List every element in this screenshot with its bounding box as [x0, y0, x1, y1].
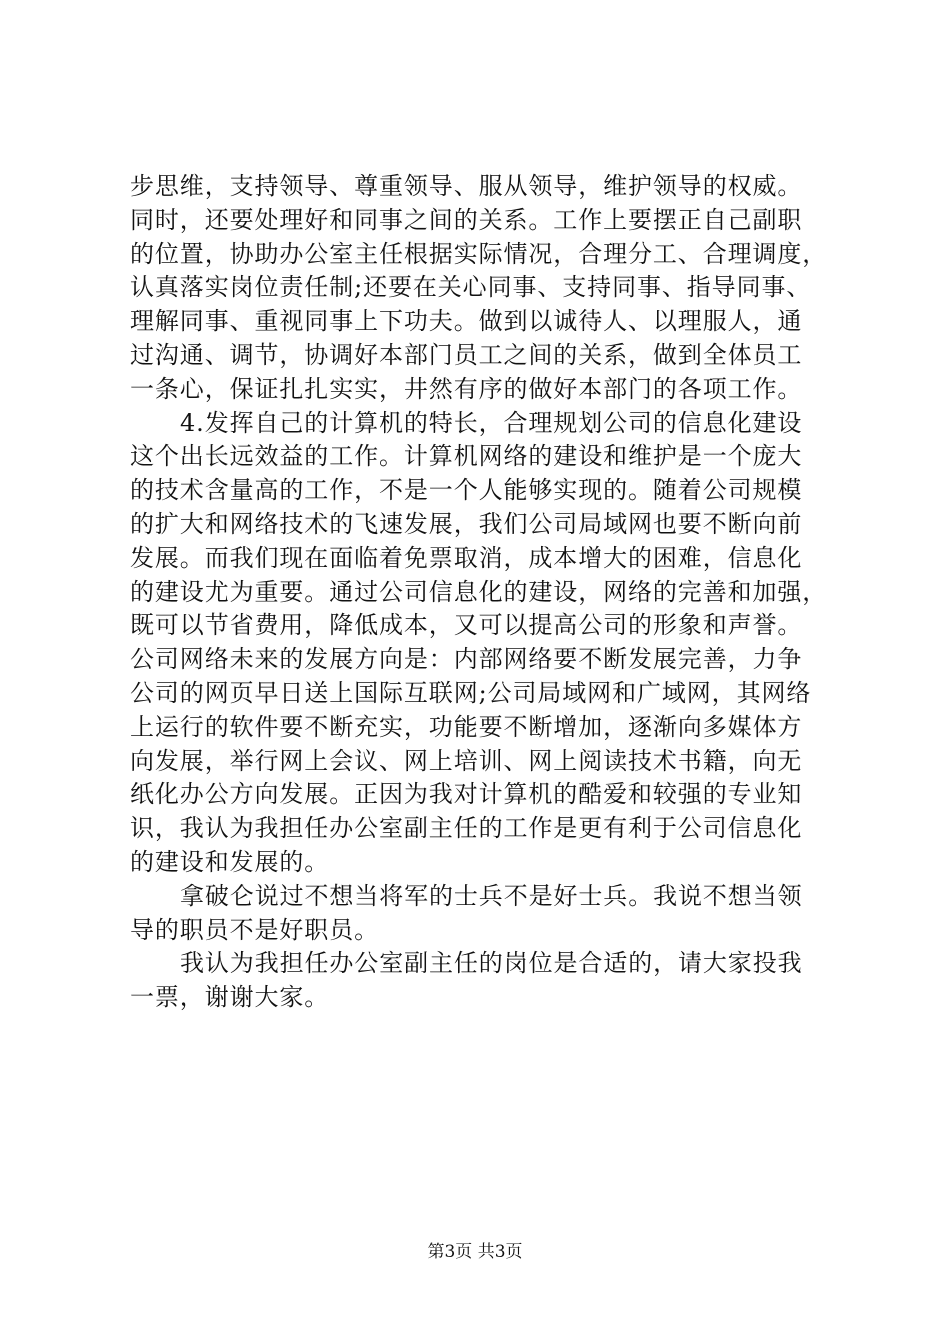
text-line: 认真落实岗位责任制;还要在关心同事、支持同事、指导同事、 — [130, 273, 812, 302]
page-footer: 第3页 共3页 — [427, 1242, 523, 1262]
text-line: 的建设和发展的。 — [130, 847, 330, 876]
text-line: 理解同事、重视同事上下功夫。做到以诚待人、以理服人，通 — [130, 307, 803, 336]
text-line: 的扩大和网络技术的飞速发展，我们公司局域网也要不断向前 — [130, 509, 803, 538]
text-line: 识，我认为我担任办公室副主任的工作是更有利于公司信息化 — [130, 814, 803, 843]
text-line: 向发展，举行网上会议、网上培训、网上阅读技术书籍，向无 — [130, 746, 803, 775]
text-line: 同时，还要处理好和同事之间的关系。工作上要摆正自己副职 — [130, 205, 803, 234]
text-line: 过沟通、调节，协调好本部门员工之间的关系，做到全体员工 — [130, 340, 803, 369]
text-line: 导的职员不是好职员。 — [130, 915, 379, 944]
text-line: 公司网络未来的发展方向是：内部网络要不断发展完善，力争 — [130, 645, 803, 674]
text-line: 这个出长远效益的工作。计算机网络的建设和维护是一个庞大 — [130, 442, 803, 471]
text-line: 步思维，支持领导、尊重领导、服从领导，维护领导的权威。 — [130, 172, 803, 200]
text-line: 4.发挥自己的计算机的特长，合理规划公司的信息化建设 — [180, 408, 803, 437]
text-line: 拿破仑说过不想当将军的士兵不是好士兵。我说不想当领 — [180, 881, 803, 910]
text-line: 发展。而我们现在面临着免票取消，成本增大的困难，信息化 — [130, 543, 803, 572]
text-line: 一票，谢谢大家。 — [130, 983, 330, 1012]
text-line: 公司的网页早日送上国际互联网;公司局域网和广域网，其网络 — [130, 678, 812, 707]
text-line: 的技术含量高的工作，不是一个人能够实现的。随着公司规模 — [130, 476, 803, 505]
text-line: 的建设尤为重要。通过公司信息化的建设，网络的完善和加强， — [130, 577, 828, 606]
text-line: 一条心，保证扎扎实实，井然有序的做好本部门的各项工作。 — [130, 374, 803, 403]
document-body — [130, 170, 830, 1015]
text-line: 的位置，协助办公室主任根据实际情况，合理分工、合理调度， — [130, 239, 828, 268]
text-line: 我认为我担任办公室副主任的岗位是合适的，请大家投我 — [180, 949, 803, 978]
text-line: 纸化办公方向发展。正因为我对计算机的酷爱和较强的专业知 — [130, 780, 803, 809]
text-line: 上运行的软件要不断充实，功能要不断增加，逐渐向多媒体方 — [130, 712, 803, 741]
text-line: 既可以节省费用，降低成本，又可以提高公司的形象和声誉。 — [130, 611, 803, 640]
